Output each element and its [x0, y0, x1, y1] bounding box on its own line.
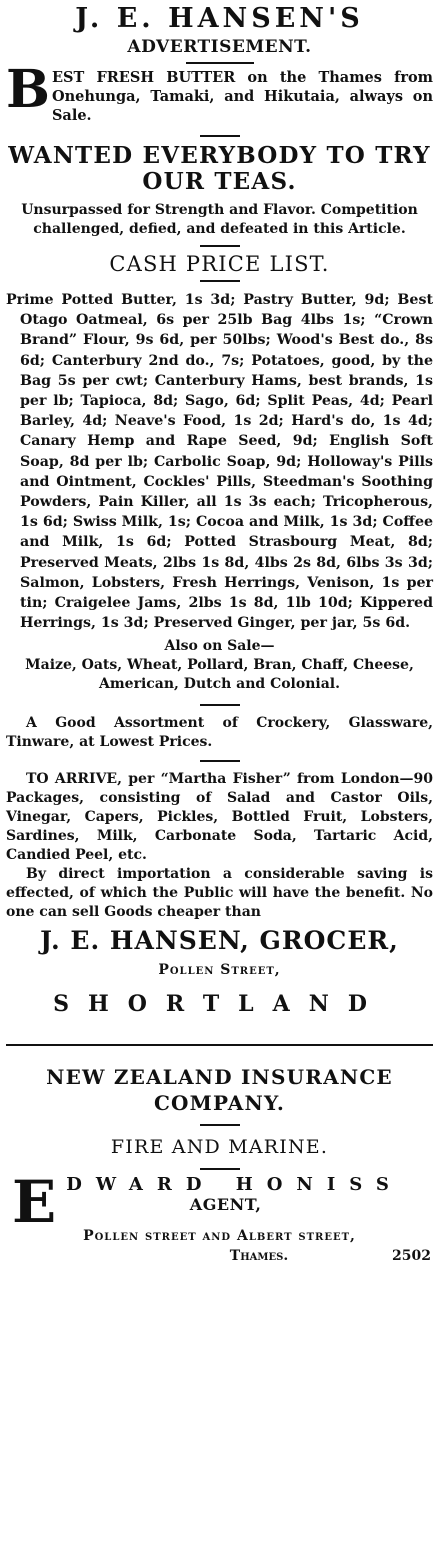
teas-heading: WANTED EVERYBODY TO TRY OUR TEAS.	[8, 142, 431, 195]
agent-role: AGENT,	[189, 1195, 262, 1215]
dropcap-b: B	[6, 59, 50, 120]
agent-name: DWARD HONISS	[66, 1174, 403, 1196]
price-heading: CASH PRICE LIST.	[109, 252, 330, 276]
ad-subtitle: ADVERTISEMENT.	[127, 37, 312, 57]
divider	[200, 245, 240, 247]
also-text: Maize, Oats, Wheat, Pollard, Bran, Chaff, Cheese, American, Dutch and Colonial.	[25, 657, 414, 693]
agent-footer	[6, 1248, 433, 1264]
crockery-text: A Good Assortment of Crockery, Glassware, Tinware, at Lowest Prices.	[6, 715, 433, 751]
agent-details	[58, 1174, 433, 1214]
butter-paragraph	[6, 59, 433, 125]
divider	[200, 704, 240, 706]
insurance-subtitle: FIRE AND MARINE.	[110, 1136, 329, 1159]
ref-number: 2502	[392, 1248, 431, 1265]
importation-text: By direct importation a considerable saving is effected, of which the Public will have the benefit. No one can sell Goods cheaper than	[6, 866, 433, 921]
agent-town: Thames.	[229, 1248, 289, 1265]
divider	[200, 135, 240, 137]
divider	[186, 62, 254, 64]
butter-text: EST FRESH BUTTER on the Thames from Onehunga, Tamaki, and Hikutaia, always on Sale.	[51, 69, 433, 124]
dropcap-e: E	[12, 1168, 57, 1237]
arrive-text: TO ARRIVE, per “Martha Fisher” from London—90 Packages, consisting of Salad and Castor Oils, Vinegar, Capers, Pickles, Bottled Fruit, Lobsters, Sardines, Milk, Carbonate Soda, Tartaric Acid, Candied Peel, etc.	[6, 771, 433, 864]
insurance-title: NEW ZEALAND INSURANCE COMPANY.	[46, 1065, 393, 1116]
price-list: Prime Potted Butter, 1s 3d; Pastry Butter, 9d; Best Otago Oatmeal, 6s per 25lb Bag 4lbs 1s; “Crown Brand” Flour, 9s 6d, per 50lbs; Wood's Best do., 8s 6d; Canterbury 2nd do., 7s; Potatoes, good, by the Bag 5s per cwt; Canterbury Hams, best brands, 1s per lb; Tapioca, 8d; Sago, 6d; Split Peas, 4d; Pearl Barley, 4d; Neave's Food, 1s 2d; Hard's do, 1s 4d; Canary Hemp and Rape Seed, 9d; English Soft Soap, 8d per lb; Carbolic Soap, 9d; Holloway's Pills and Ointment, Cockles' Pills, Steedman's Soothing Powders, Pain Killer, all 1s 3s each; Tricopherous, 1s 6d; Swiss Milk, 1s; Cocoa and Milk, 1s 3d; Coffee and Milk, 1s 6d; Potted Strasbourg Meat, 8d; Preserved Meats, 2lbs 1s 8d, 4lbs 2s 8d, 6lbs 3s 3d; Salmon, Lobsters, Fresh Herrings, Venison, 1s per tin; Craigelee Jams, 2lbs 1s 8d, 1lb 10d; Kippered Herrings, 1s 3d; Preserved Ginger, per jar, 5s 6d.	[6, 292, 433, 632]
section-divider	[6, 1044, 433, 1046]
agent-address: Pollen street and Albert street,	[83, 1228, 356, 1245]
divider	[200, 1168, 240, 1170]
newspaper-column	[0, 2, 439, 1558]
divider	[200, 280, 240, 282]
ad-title: J. E. HANSEN'S	[75, 3, 364, 34]
also-heading: Also on Sale—	[164, 638, 275, 655]
divider	[200, 760, 240, 762]
grocer-name: J. E. HANSEN, GROCER,	[40, 926, 399, 956]
divider	[200, 1124, 240, 1126]
town-name: SHORTLAND	[53, 991, 386, 1018]
street-name: Pollen Street,	[158, 962, 281, 979]
teas-text: Unsurpassed for Strength and Flavor. Competition challenged, defied, and defeated in this Article.	[21, 202, 418, 237]
